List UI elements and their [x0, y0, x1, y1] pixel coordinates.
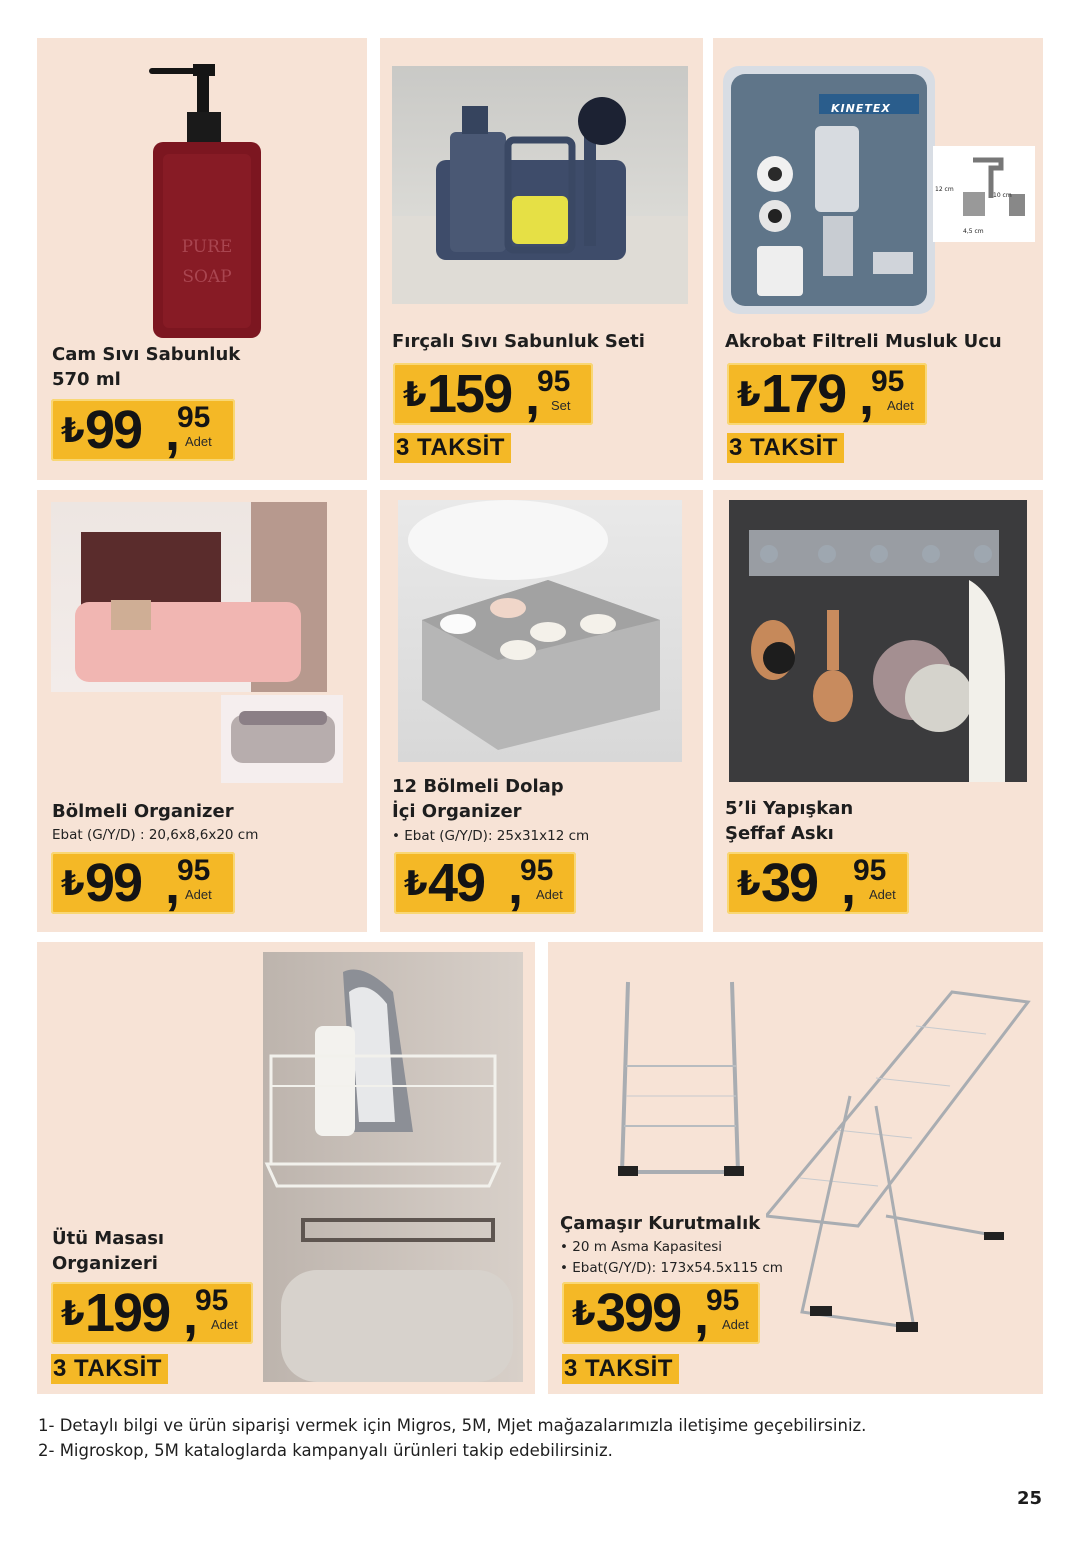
dimension-diagram: 12 cm 10 cm 4,5 cm: [933, 146, 1035, 242]
currency-symbol: ₺: [404, 864, 428, 904]
price-unit: Adet: [722, 1317, 749, 1332]
price-integer: 99: [85, 400, 142, 460]
product-spec: Ebat (G/Y/D) : 20,6x8,6x20 cm: [52, 827, 259, 843]
product-name: Akrobat Filtreli Musluk Ucu: [725, 331, 1002, 352]
price-decimal: 95: [177, 401, 211, 434]
currency-symbol: ₺: [737, 864, 761, 904]
product-name: Bölmeli Organizer: [52, 801, 234, 822]
product-card-soap-brush-set[interactable]: [380, 38, 703, 480]
currency-symbol: ₺: [403, 375, 427, 415]
footnote-2: 2- Migroskop, 5M kataloglarda kampanyalı ürünleri takip edebilirsiniz.: [38, 1441, 613, 1460]
product-image-open: [766, 986, 1032, 1358]
price-decimal: 95: [706, 1284, 740, 1317]
product-image: [392, 66, 688, 304]
installment-label: 3 TAKSİT: [394, 433, 511, 463]
product-spec-dimensions: • Ebat(G/Y/D): 173x54.5x115 cm: [560, 1260, 783, 1276]
product-card-drying-rack[interactable]: [548, 942, 1043, 1394]
product-card-faucet-filter[interactable]: [713, 38, 1043, 480]
price-unit: Set: [551, 398, 571, 413]
price-integer: 399: [596, 1283, 681, 1343]
product-name: Ütü Masası Organizeri: [52, 1228, 165, 1274]
product-card-drawer-organizer[interactable]: [380, 490, 703, 932]
product-image: [398, 500, 682, 762]
price-decimal: 95: [537, 365, 571, 398]
price-integer: 179: [761, 364, 846, 424]
product-image: [723, 66, 935, 314]
price-unit: Adet: [536, 887, 563, 902]
price-badge: ₺ 99 , 95 Adet: [51, 852, 235, 914]
price-badge: ₺ 49 , 95 Adet: [394, 852, 576, 914]
price-integer: 39: [761, 853, 818, 913]
price-integer: 99: [85, 853, 142, 913]
price-decimal: 95: [520, 854, 554, 887]
product-image: [147, 64, 267, 344]
installment-label: 3 TAKSİT: [51, 1354, 168, 1384]
product-spec: • 20 m Asma Kapasitesi: [560, 1239, 723, 1255]
price-badge: ₺ 159 , 95 Set: [393, 363, 593, 425]
product-spec: • Ebat (G/Y/D): 25x31x12 cm: [392, 828, 590, 844]
currency-symbol: ₺: [737, 375, 761, 415]
currency-symbol: ₺: [61, 864, 85, 904]
product-image-folded: [614, 976, 748, 1186]
price-unit: Adet: [185, 887, 212, 902]
price-badge: ₺ 399 , 95 Adet: [562, 1282, 760, 1344]
product-card-ironing-organizer[interactable]: [37, 942, 535, 1394]
price-badge: ₺ 99 , 95 Adet: [51, 399, 235, 461]
price-badge: ₺ 179 , 95 Adet: [727, 363, 927, 425]
footnote-1: 1- Detaylı bilgi ve ürün siparişi vermek için Migros, 5M, Mjet mağazalarımızla iletişime geçebilirsiniz.: [38, 1416, 867, 1435]
currency-symbol: ₺: [572, 1294, 596, 1334]
brand-logo: KINETEX: [831, 102, 891, 115]
soap-label: PURE SOAP: [181, 237, 233, 287]
product-name: 5’li Yapışkan Şeffaf Askı: [725, 798, 854, 844]
price-unit: Adet: [211, 1317, 238, 1332]
page-number: 25: [1016, 1488, 1042, 1509]
currency-symbol: ₺: [61, 411, 85, 451]
price-badge: ₺ 39 , 95 Adet: [727, 852, 909, 914]
price-integer: 49: [428, 853, 485, 913]
price-integer: 199: [85, 1283, 170, 1343]
price-unit: Adet: [185, 434, 212, 449]
price-decimal: 95: [853, 854, 887, 887]
product-image: [263, 952, 523, 1382]
product-card-adhesive-hooks[interactable]: [713, 490, 1043, 932]
price-unit: Adet: [869, 887, 896, 902]
installment-label: 3 TAKSİT: [727, 433, 844, 463]
price-decimal: 95: [195, 1284, 229, 1317]
product-image: [729, 500, 1027, 782]
price-integer: 159: [427, 364, 512, 424]
price-badge: ₺ 199 , 95 Adet: [51, 1282, 253, 1344]
price-unit: Adet: [887, 398, 914, 413]
product-name: Fırçalı Sıvı Sabunluk Seti: [392, 331, 645, 352]
currency-symbol: ₺: [61, 1294, 85, 1334]
product-name: Çamaşır Kurutmalık: [560, 1213, 761, 1234]
price-decimal: 95: [871, 365, 905, 398]
product-image: [51, 502, 327, 692]
product-image-inset: [221, 695, 343, 783]
product-card-compartment-organizer[interactable]: [37, 490, 367, 932]
product-name: Cam Sıvı Sabunluk 570 ml: [52, 344, 241, 390]
product-name: 12 Bölmeli Dolap İçi Organizer: [392, 776, 564, 822]
installment-label: 3 TAKSİT: [562, 1354, 679, 1384]
product-card-soap-dispenser[interactable]: [37, 38, 367, 480]
price-decimal: 95: [177, 854, 211, 887]
